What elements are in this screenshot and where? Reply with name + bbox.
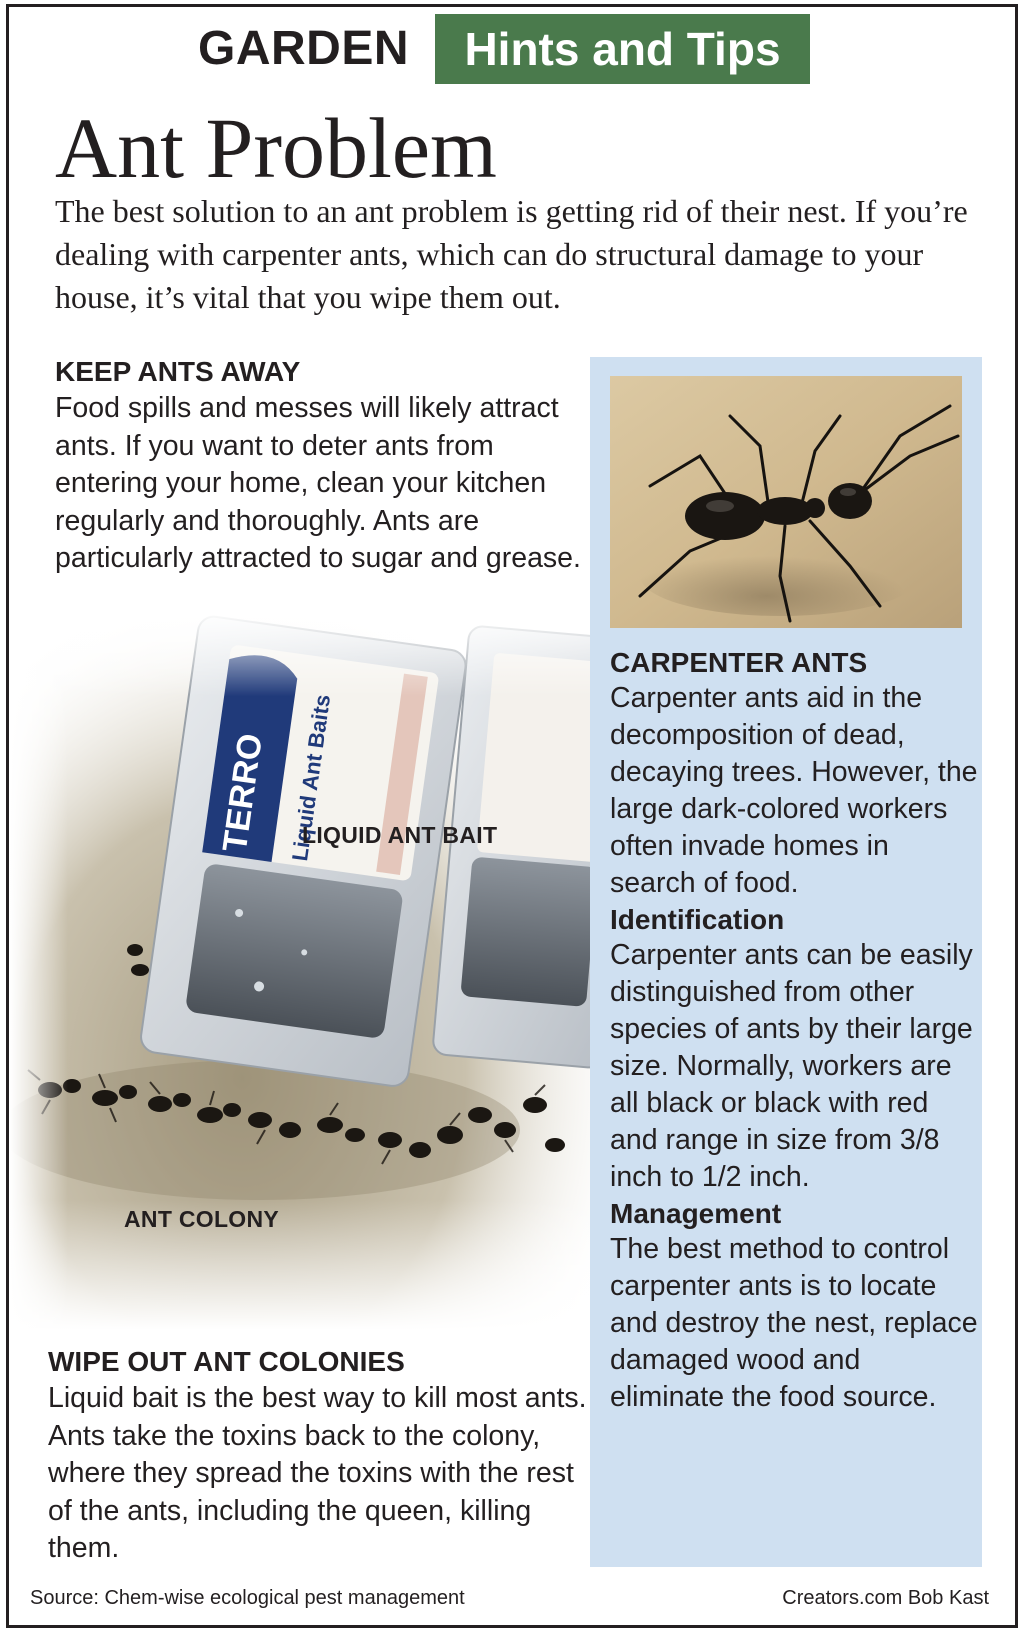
wipe-out-colonies-body: Liquid bait is the best way to kill most ants. Ants take the toxins back to the colony, where they spread the toxins with the rest of the ants, including the queen, killing them. [48, 1382, 587, 1564]
wipe-out-colonies-heading: WIPE OUT ANT COLONIES [48, 1346, 405, 1377]
hints-tips-banner [435, 14, 810, 84]
hints-tips-label: Hints and Tips [464, 23, 781, 75]
management-body: The best method to control carpenter ants is to locate and destroy the nest, replace damaged wood and eliminate the food source. [610, 1233, 978, 1413]
sidebar-text [610, 645, 978, 1416]
liquid-ant-bait-photo [10, 610, 590, 1330]
source-credit: Source: Chem-wise ecological pest management [30, 1587, 465, 1609]
ant-colony-label: ANT COLONY [124, 1206, 280, 1232]
author-credit: Creators.com Bob Kast [782, 1587, 989, 1609]
carpenter-ant-photo [610, 376, 962, 628]
management-heading: Management [610, 1198, 782, 1229]
liquid-ant-bait-label: LIQUID ANT BAIT [302, 822, 498, 848]
identification-heading: Identification [610, 904, 785, 935]
keep-ants-away-section [55, 354, 595, 578]
page-title: Ant Problem [55, 100, 497, 196]
carpenter-ants-heading: CARPENTER ANTS [610, 647, 868, 678]
keep-ants-away-heading: KEEP ANTS AWAY [55, 356, 301, 387]
carpenter-ants-body: Carpenter ants aid in the decomposition of dead, decaying trees. However, the large dark-colored workers often invade homes in search of food. [610, 682, 978, 899]
section-label: GARDEN [198, 22, 410, 75]
keep-ants-away-body: Food spills and messes will likely attract ants. If you want to deter ants from entering your home, clean your kitchen regularly and thoroughly. Ants are particularly attracted to sugar and grease. [55, 392, 581, 574]
identification-body: Carpenter ants can be easily distinguished from other species of ants by their large size. Normally, workers are all black or black with red and range in size from 3/8 inch to 1/2 inch. [610, 939, 973, 1193]
intro-paragraph: The best solution to an ant problem is getting rid of their nest. If you’re dealing with carpenter ants, which can do structural damage to your house, it’s vital that you wipe them out. [55, 193, 968, 315]
wipe-out-colonies-section [48, 1344, 588, 1568]
